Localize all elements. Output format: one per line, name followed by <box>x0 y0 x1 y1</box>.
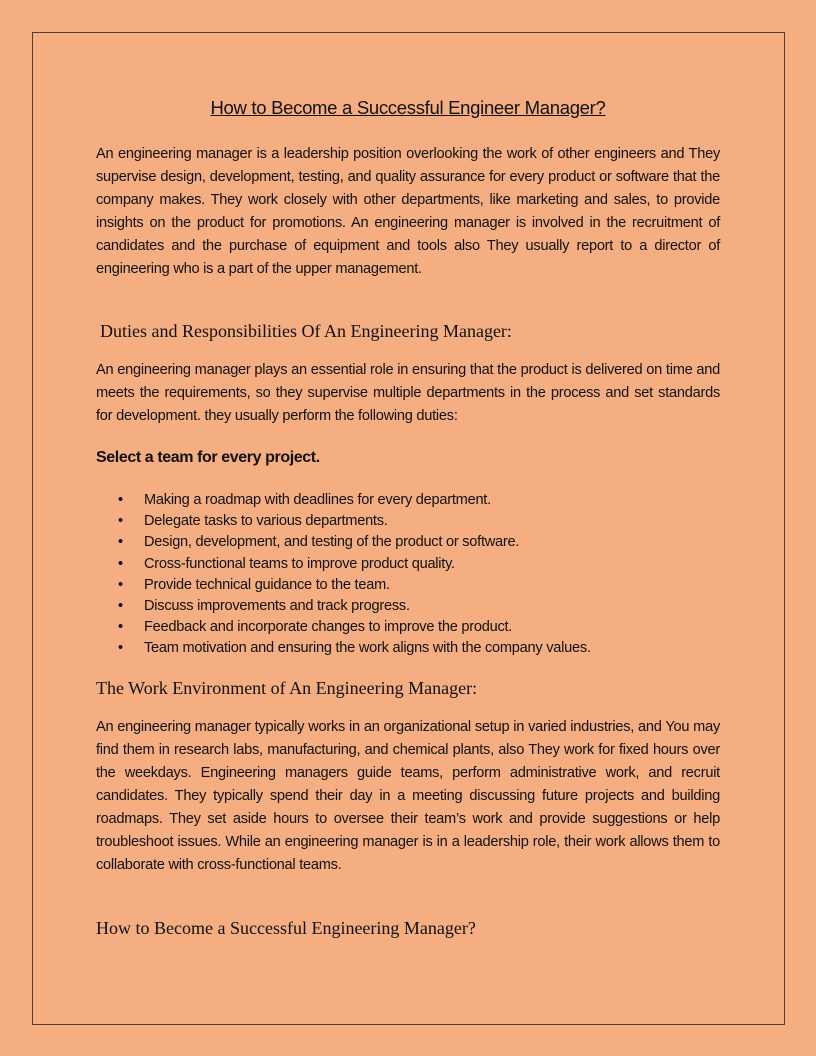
list-item: • Provide technical guidance to the team. <box>118 576 390 593</box>
list-item: • Discuss improvements and track progress. <box>118 598 410 615</box>
environment-paragraph: An engineering manager typically works in an organizational setup in varied industries, and You may find them in research labs, manufacturing, and chemical plants, also They work for fixed hours over the weekdays. Engineering managers guide teams, perform administrative work, and recruit candidates. They typically spend their day in a meeting discussing future projects and building roadmaps. They set aside hours to oversee their team’s work and provide suggestions or help troubleshoot issues. While an engineering manager is in a leadership role, their work allows them to collaborate with cross-functional teams. <box>96 719 720 873</box>
duties-list <box>96 490 591 660</box>
list-item: • Making a roadmap with deadlines for every department. <box>118 492 491 508</box>
list-item: • Design, development, and testing of the product or software. <box>118 534 520 551</box>
intro-paragraph: An engineering manager is a leadership position overlooking the work of other engineers and They supervise design, development, testing, and quality assurance for every product or software that the company makes. They work closely with other departments, like marketing and sales, to provide insights on the product for promotions. An engineering manager is involved in the recruitment of candidates and the purchase of equipment and tools also They usually report to a director of engineering who is a part of the upper management. <box>96 146 720 277</box>
select-team-heading: Select a team for every project. <box>96 449 320 466</box>
next-section-heading: How to Become a Successful Engineering Manager? <box>96 918 476 938</box>
list-item: • Cross-functional teams to improve product quality. <box>118 555 455 572</box>
list-item: • Team motivation and ensuring the work aligns with the company values. <box>118 640 591 657</box>
environment-heading: The Work Environment of An Engineering Manager: <box>96 678 478 698</box>
document-title: How to Become a Successful Engineer Manager? <box>210 97 606 118</box>
list-item: • Delegate tasks to various departments. <box>118 513 388 530</box>
list-item: • Feedback and incorporate changes to improve the product. <box>118 619 513 636</box>
duties-heading: Duties and Responsibilities Of An Engineering Manager: <box>100 321 512 341</box>
duties-paragraph: An engineering manager plays an essential role in ensuring that the product is delivered on time and meets the requirements, so they supervise multiple departments in the process and set standards for development. they usually perform the following duties: <box>96 362 720 424</box>
